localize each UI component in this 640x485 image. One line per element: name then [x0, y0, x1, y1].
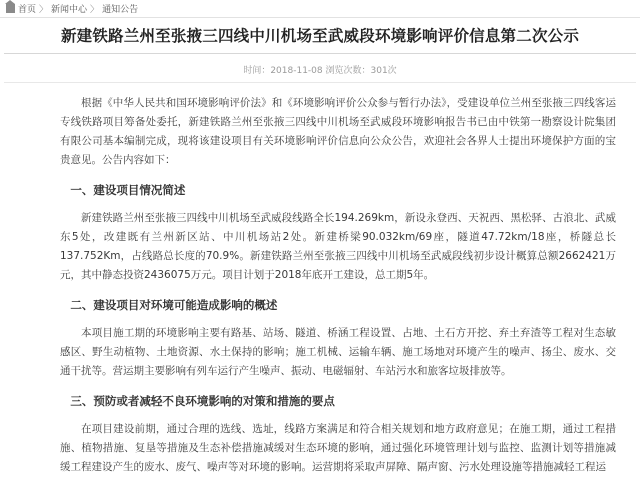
meta-divider	[4, 82, 636, 83]
title-divider	[4, 53, 636, 54]
breadcrumb-separator: 〉	[90, 4, 100, 15]
article-body	[60, 94, 616, 477]
breadcrumb-home-link[interactable]: 首页	[18, 4, 37, 15]
home-icon[interactable]	[6, 4, 15, 13]
breadcrumb	[6, 0, 138, 16]
breadcrumb-notices-link[interactable]: 通知公告	[102, 4, 139, 15]
breadcrumb-separator: 〉	[39, 4, 49, 15]
breadcrumb-news-center-link[interactable]: 新闻中心	[51, 4, 88, 15]
section-paragraph: 新建铁路兰州至张掖三四线中川机场至武威段线路全长194.269km，新设永登西、天祝西、黑松驿、古浪北、武威东5处，改建既有兰州新区站、中川机场站2处。新建桥梁90.032km/69座，隧道47.72km/18座，桥隧总长137.752Km，占线路总长度的70.9%。新建铁路兰州至张掖三四线中川机场至武威段线初步设计概算总额2662421万元，其中静态投资2436075万元。项目计划于2018年底开工建设，总工期5年。	[60, 212, 616, 281]
article-title: 新建铁路兰州至张掖三四线中川机场至武威段环境影响评价信息第二次公示	[60, 27, 580, 45]
section-paragraph: 本项目施工期的环境影响主要有路基、站场、隧道、桥涵工程设置、占地、土石方开挖、弃土弃渣等工程对生态敏感区、野生动植物、土地资源、水土保持的影响；施工机械、运输车辆、施工场地对环境产生的噪声、扬尘、废水、交通干扰等。营运期主要影响有列车运行产生噪声、振动、电磁辐射、车站污水和旅客垃圾排放等。	[60, 327, 616, 377]
section-heading: 二、建设项目对环境可能造成影响的概述	[70, 298, 278, 312]
section-paragraph: 在项目建设前期，通过合理的选线、选址，线路方案满足和符合相关规划和地方政府意见；在施工期，通过工程措施、植物措施、复垦等措施及生态补偿措施减缓对生态环境的影响，通过强化环境管理计划与监控、监测计划等措施减缓工程建设产生的废水、废气、噪声等对环境的影响。运营期将采取声屏障、隔声窗、污水处理设施等措施减轻工程运	[60, 423, 616, 473]
section-heading: 一、建设项目情况简述	[70, 183, 186, 197]
section-heading: 三、预防或者减轻不良环境影响的对策和措施的要点	[70, 394, 335, 408]
breadcrumb-divider	[0, 17, 640, 18]
article-meta: 时间：2018-11-08 浏览次数：301次	[243, 66, 397, 76]
intro-paragraph: 根据《中华人民共和国环境影响评价法》和《环境影响评价公众参与暂行办法》，受建设单位兰州至张掖三四线客运专线铁路项目筹备处委托，新建铁路兰州至张掖三四线中川机场至武威段环境影响报告书已由中铁第一勘察设计院集团有限公司基本编制完成，现将该建设项目有关环境影响评价信息向公众公告，欢迎社会各界人士提出环境保护方面的宝贵意见。公告内容如下：	[60, 97, 616, 166]
